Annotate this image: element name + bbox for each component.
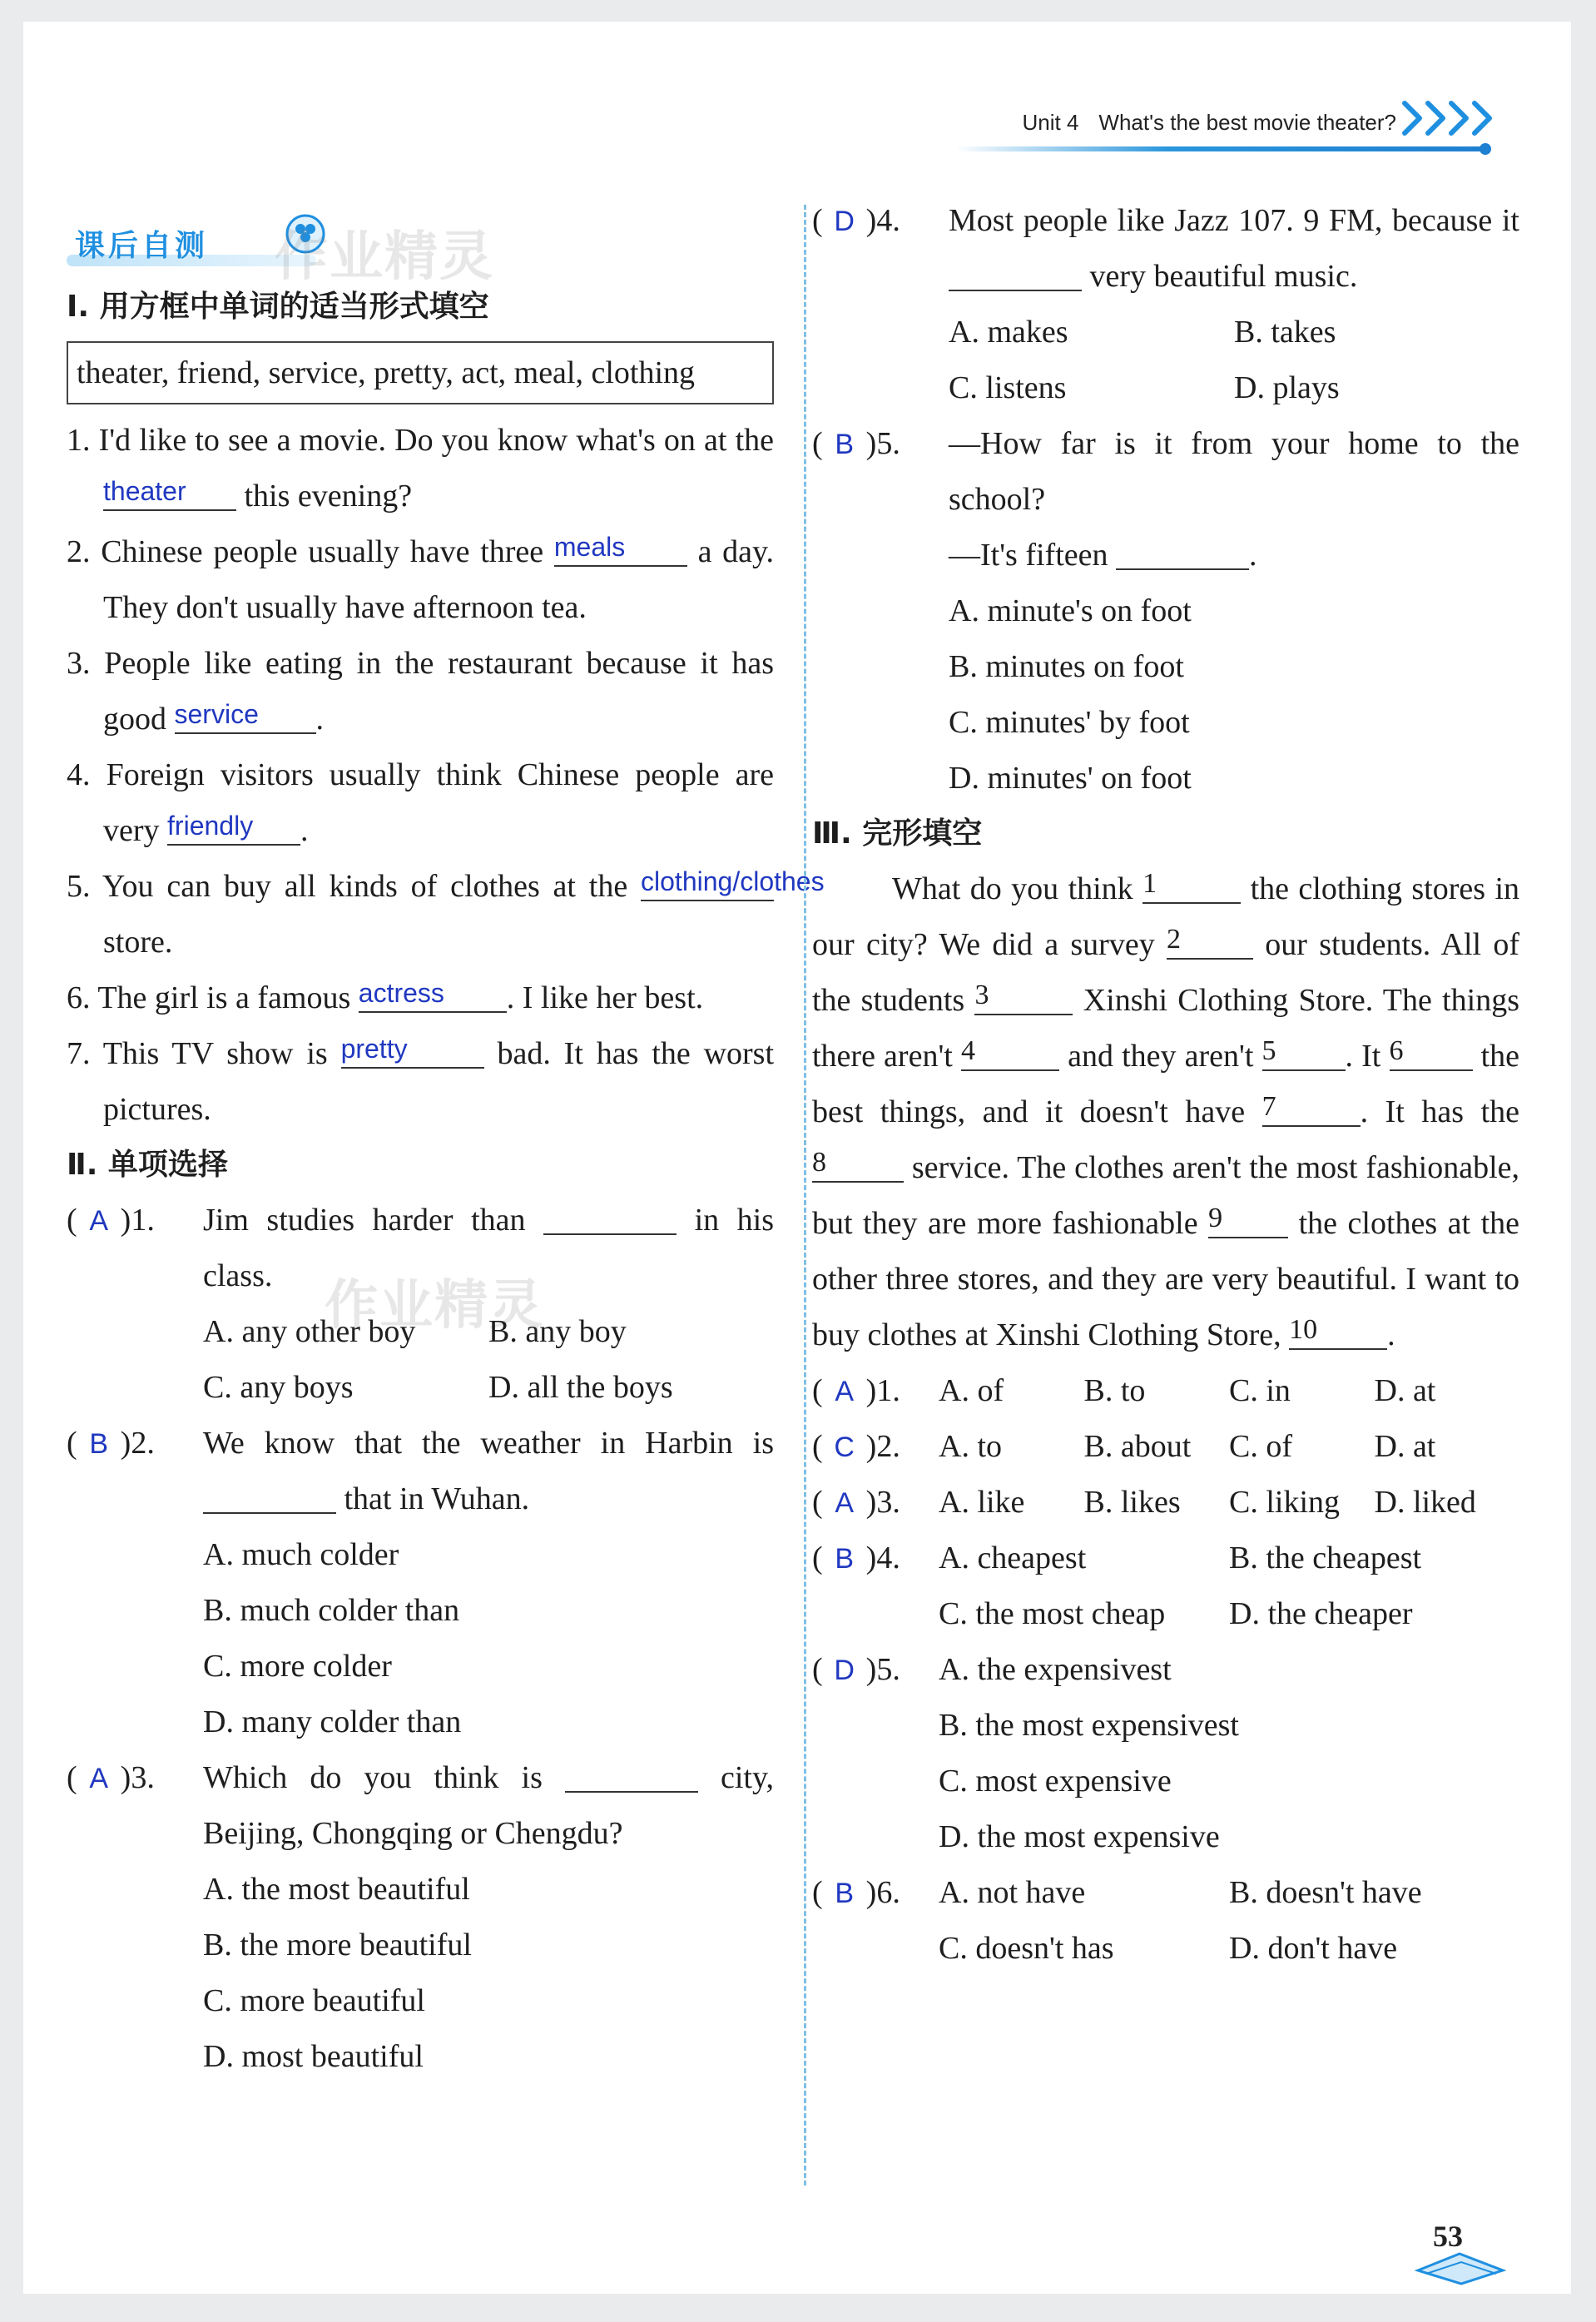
choice-answer[interactable]: B <box>835 1543 854 1575</box>
option-a[interactable]: A. the most beautiful <box>203 1872 470 1907</box>
watermark: 作业精灵 <box>275 226 494 288</box>
option-a[interactable]: A. like <box>939 1485 1025 1520</box>
cloze-blank-9[interactable]: 9 <box>1208 1200 1288 1238</box>
cloze-blank-6[interactable]: 6 <box>1390 1033 1473 1071</box>
fill-item-6: 6. The girl is a famous actress . I like her best. <box>67 970 774 1026</box>
option-b[interactable]: B. the cheapest <box>1229 1541 1422 1575</box>
option-c[interactable]: C. more colder <box>203 1649 392 1684</box>
option-d[interactable]: D. all the boys <box>488 1370 673 1405</box>
options <box>939 1363 1519 1419</box>
options <box>939 1865 1519 1977</box>
fill-item-3: 3. People like eating in the restaurant because it has good service . <box>67 646 774 737</box>
handwritten-answer: pretty <box>340 1034 408 1064</box>
choice-answer[interactable]: B <box>835 429 854 460</box>
answer-blank[interactable] <box>341 1030 484 1069</box>
page <box>23 22 1571 2294</box>
cloze-blank-7[interactable]: 7 <box>1262 1089 1361 1127</box>
answer-paren: ( A )3. <box>812 1475 939 1531</box>
option-d[interactable]: D. minutes' on foot <box>949 761 1192 796</box>
word-box: theater, friend, service, pretty, act, meal, clothing <box>67 341 774 404</box>
options <box>939 1419 1519 1475</box>
fill-item-1: 1. I'd like to see a movie. Do you know what's on at the theater this evening? <box>67 423 774 514</box>
option-b[interactable]: B. the more beautiful <box>203 1928 472 1962</box>
option-a[interactable]: A. the expensivest <box>939 1652 1172 1687</box>
option-b[interactable]: B. the most expensivest <box>939 1708 1239 1743</box>
option-b[interactable]: B. takes <box>1234 315 1336 350</box>
section-3-title: Ⅲ. 完形填空 <box>812 816 983 851</box>
cloze-question-2 <box>812 1419 1519 1475</box>
answer-blank[interactable] <box>203 1476 336 1514</box>
option-d[interactable]: D. the cheaper <box>1229 1596 1413 1631</box>
answer-blank[interactable] <box>1116 532 1249 570</box>
options <box>203 1304 774 1416</box>
choice-answer[interactable]: A <box>89 1205 108 1237</box>
option-b[interactable]: B. any boy <box>488 1314 627 1349</box>
chevrons-icon <box>1396 93 1521 143</box>
option-b[interactable]: B. doesn't have <box>1229 1875 1422 1910</box>
choice-answer[interactable]: A <box>835 1376 854 1407</box>
option-d[interactable]: D. at <box>1374 1373 1436 1408</box>
answer-paren: ( A )3. <box>67 1750 203 1807</box>
cloze-question-1 <box>812 1363 1519 1419</box>
choice-answer[interactable]: D <box>834 1655 855 1686</box>
option-c[interactable]: C. of <box>1229 1429 1292 1464</box>
option-b[interactable]: B. about <box>1083 1429 1192 1464</box>
option-b[interactable]: B. likes <box>1083 1485 1181 1520</box>
header-unit: Unit 4 <box>1022 110 1079 135</box>
option-b[interactable]: B. minutes on foot <box>949 649 1184 684</box>
answer-paren: ( D )5. <box>812 1642 939 1699</box>
clover-icon <box>285 213 326 255</box>
option-b[interactable]: B. much colder than <box>203 1593 460 1628</box>
fill-item-7: 7. This TV show is pretty bad. It has the worst pictures. <box>67 1026 774 1138</box>
answer-paren: ( A )1. <box>67 1193 203 1249</box>
option-a[interactable]: A. minute's on foot <box>949 593 1192 628</box>
logo-text: 课后自测 <box>75 229 209 263</box>
answer-paren: ( A )1. <box>812 1363 939 1420</box>
choice-answer[interactable]: D <box>834 206 855 237</box>
options <box>939 1531 1519 1642</box>
answer-paren: ( D )4. <box>812 193 949 250</box>
choice-answer[interactable]: A <box>835 1487 854 1519</box>
cloze-blank-2[interactable]: 2 <box>1167 921 1253 960</box>
option-d[interactable]: D. liked <box>1374 1485 1476 1520</box>
answer-paren: ( B )4. <box>812 1531 939 1587</box>
header-text <box>1022 110 1396 136</box>
choice-answer[interactable]: B <box>835 1878 854 1909</box>
cloze-blank-4[interactable]: 4 <box>961 1033 1059 1071</box>
section-2-title: Ⅱ. 单项选择 <box>67 1148 228 1182</box>
cloze-question-4 <box>812 1531 1519 1642</box>
answer-blank[interactable] <box>949 253 1082 291</box>
running-header <box>972 105 1521 163</box>
fill-item-5: 5. You can buy all kinds of clothes at the clothing/clothes store. <box>67 859 774 970</box>
handwritten-answer: clothing/clothes <box>641 866 825 896</box>
options <box>939 1475 1519 1531</box>
page-number: 53 <box>1433 2220 1463 2253</box>
option-d[interactable]: D. most beautiful <box>203 2039 424 2074</box>
option-a[interactable]: A. of <box>939 1373 1004 1408</box>
handwritten-answer: theater <box>103 476 186 506</box>
choice-answer[interactable]: B <box>89 1428 108 1460</box>
option-c[interactable]: C. doesn't has <box>939 1931 1114 1966</box>
option-c[interactable]: C. the most cheap <box>939 1596 1166 1631</box>
answer-blank[interactable] <box>641 863 825 901</box>
column-divider <box>804 205 806 2186</box>
handwritten-answer: service <box>174 699 259 729</box>
left-column <box>67 196 825 2085</box>
mc-question-4: ( D )4. Most people like Jazz 107. 9 FM, because it very beautiful music. A. makes B. takes C. listens D. plays <box>812 193 1519 416</box>
cloze-blank-8[interactable]: 8 <box>812 1144 904 1183</box>
option-d[interactable]: D. at <box>1374 1429 1436 1464</box>
right-column <box>812 193 1519 1977</box>
cloze-blank-10[interactable]: 10 <box>1289 1312 1387 1350</box>
answer-blank[interactable] <box>167 807 300 846</box>
cloze-question-5 <box>812 1642 1519 1865</box>
option-d[interactable]: D. the most expensive <box>939 1819 1220 1854</box>
answer-paren: ( B )2. <box>67 1416 203 1472</box>
answer-blank[interactable] <box>565 1754 698 1793</box>
cloze-passage: What do you think 1 the clothing stores in our city? We did a survey 2 our students. All of the students 3 Xinshi Clothing Store. The things there aren't 4 and they aren't 5 . It 6 the best things, and it doesn't have 7 . It has the 8 service. The clothes aren't the most fashionable, but they are more fashionable 9 the clothes at the other three stores, and they are very beautiful. I want to buy clothes at Xinshi Clothing Store, 10 . <box>812 861 1519 1363</box>
option-c[interactable]: C. any boys <box>203 1370 354 1405</box>
option-a[interactable]: A. cheapest <box>939 1541 1087 1575</box>
mc-question-2: ( B )2. We know that the weather in Harbin is that in Wuhan. A. much colder B. much colder than C. more colder D. many colder than <box>67 1416 774 1750</box>
answer-blank[interactable] <box>554 528 687 567</box>
handwritten-answer: friendly <box>167 811 254 841</box>
option-c[interactable]: C. more beautiful <box>203 1983 425 2018</box>
options <box>949 305 1519 416</box>
cloze-blank-3[interactable]: 3 <box>974 977 1073 1015</box>
choice-answer[interactable]: A <box>89 1763 108 1794</box>
option-c[interactable]: C. listens <box>949 370 1067 405</box>
fill-item-2: 2. Chinese people usually have three meals a day. They don't usually have afternoon tea. <box>67 524 774 636</box>
option-d[interactable]: D. plays <box>1234 370 1340 405</box>
mc-question-1: ( A )1. Jim studies harder than in his class. A. any other boy B. any boy C. any boys D. all the boys <box>67 1193 774 1416</box>
section-logo <box>67 196 333 280</box>
cloze-blank-1[interactable]: 1 <box>1142 866 1241 904</box>
option-b[interactable]: B. to <box>1083 1373 1146 1408</box>
fill-item-4: 4. Foreign visitors usually think Chinese people are very friendly . <box>67 757 774 848</box>
section-1-title: Ⅰ. 用方框中单词的适当形式填空 <box>67 290 489 324</box>
answer-blank[interactable] <box>103 473 236 511</box>
handwritten-answer: actress <box>358 978 444 1008</box>
option-a[interactable]: A. much colder <box>203 1537 399 1572</box>
option-c[interactable]: C. in <box>1229 1373 1291 1408</box>
answer-paren: ( B )6. <box>812 1865 939 1922</box>
option-a[interactable]: A. makes <box>949 315 1068 350</box>
cloze-question-6 <box>812 1865 1519 1977</box>
option-c[interactable]: C. minutes' by foot <box>949 705 1190 740</box>
header-rule <box>955 146 1488 151</box>
answer-blank[interactable] <box>543 1197 677 1235</box>
answer-paren: ( C )2. <box>812 1419 939 1476</box>
answer-blank[interactable] <box>175 696 316 734</box>
cloze-question-3 <box>812 1475 1519 1531</box>
option-a[interactable]: A. not have <box>939 1875 1086 1910</box>
answer-paren: ( B )5. <box>812 416 949 473</box>
option-d[interactable]: D. many colder than <box>203 1704 462 1739</box>
option-c[interactable]: C. most expensive <box>939 1764 1172 1799</box>
watermark: 作业精灵 <box>325 1275 544 1337</box>
option-d[interactable]: D. don't have <box>1229 1931 1398 1966</box>
option-a[interactable]: A. any other boy <box>203 1314 416 1349</box>
mc-question-3: ( A )3. Which do you think is city, Beijing, Chongqing or Chengdu? A. the most beautiful B. the more beautiful C. more beautiful D. most beautiful <box>67 1750 774 2085</box>
option-a[interactable]: A. to <box>939 1429 1002 1464</box>
header-title: What's the best movie theater? <box>1098 110 1396 135</box>
mc-question-5: ( B )5. —How far is it from your home to the school? —It's fifteen . A. minute's on foot B. minutes on foot C. minutes' by foot D. minutes' on foot <box>812 416 1519 806</box>
header-dot <box>1480 143 1491 155</box>
cloze-blank-5[interactable]: 5 <box>1262 1033 1346 1071</box>
handwritten-answer: meals <box>553 532 626 562</box>
option-c[interactable]: C. liking <box>1229 1485 1341 1520</box>
choice-answer[interactable]: C <box>834 1431 855 1463</box>
answer-blank[interactable] <box>359 975 507 1013</box>
